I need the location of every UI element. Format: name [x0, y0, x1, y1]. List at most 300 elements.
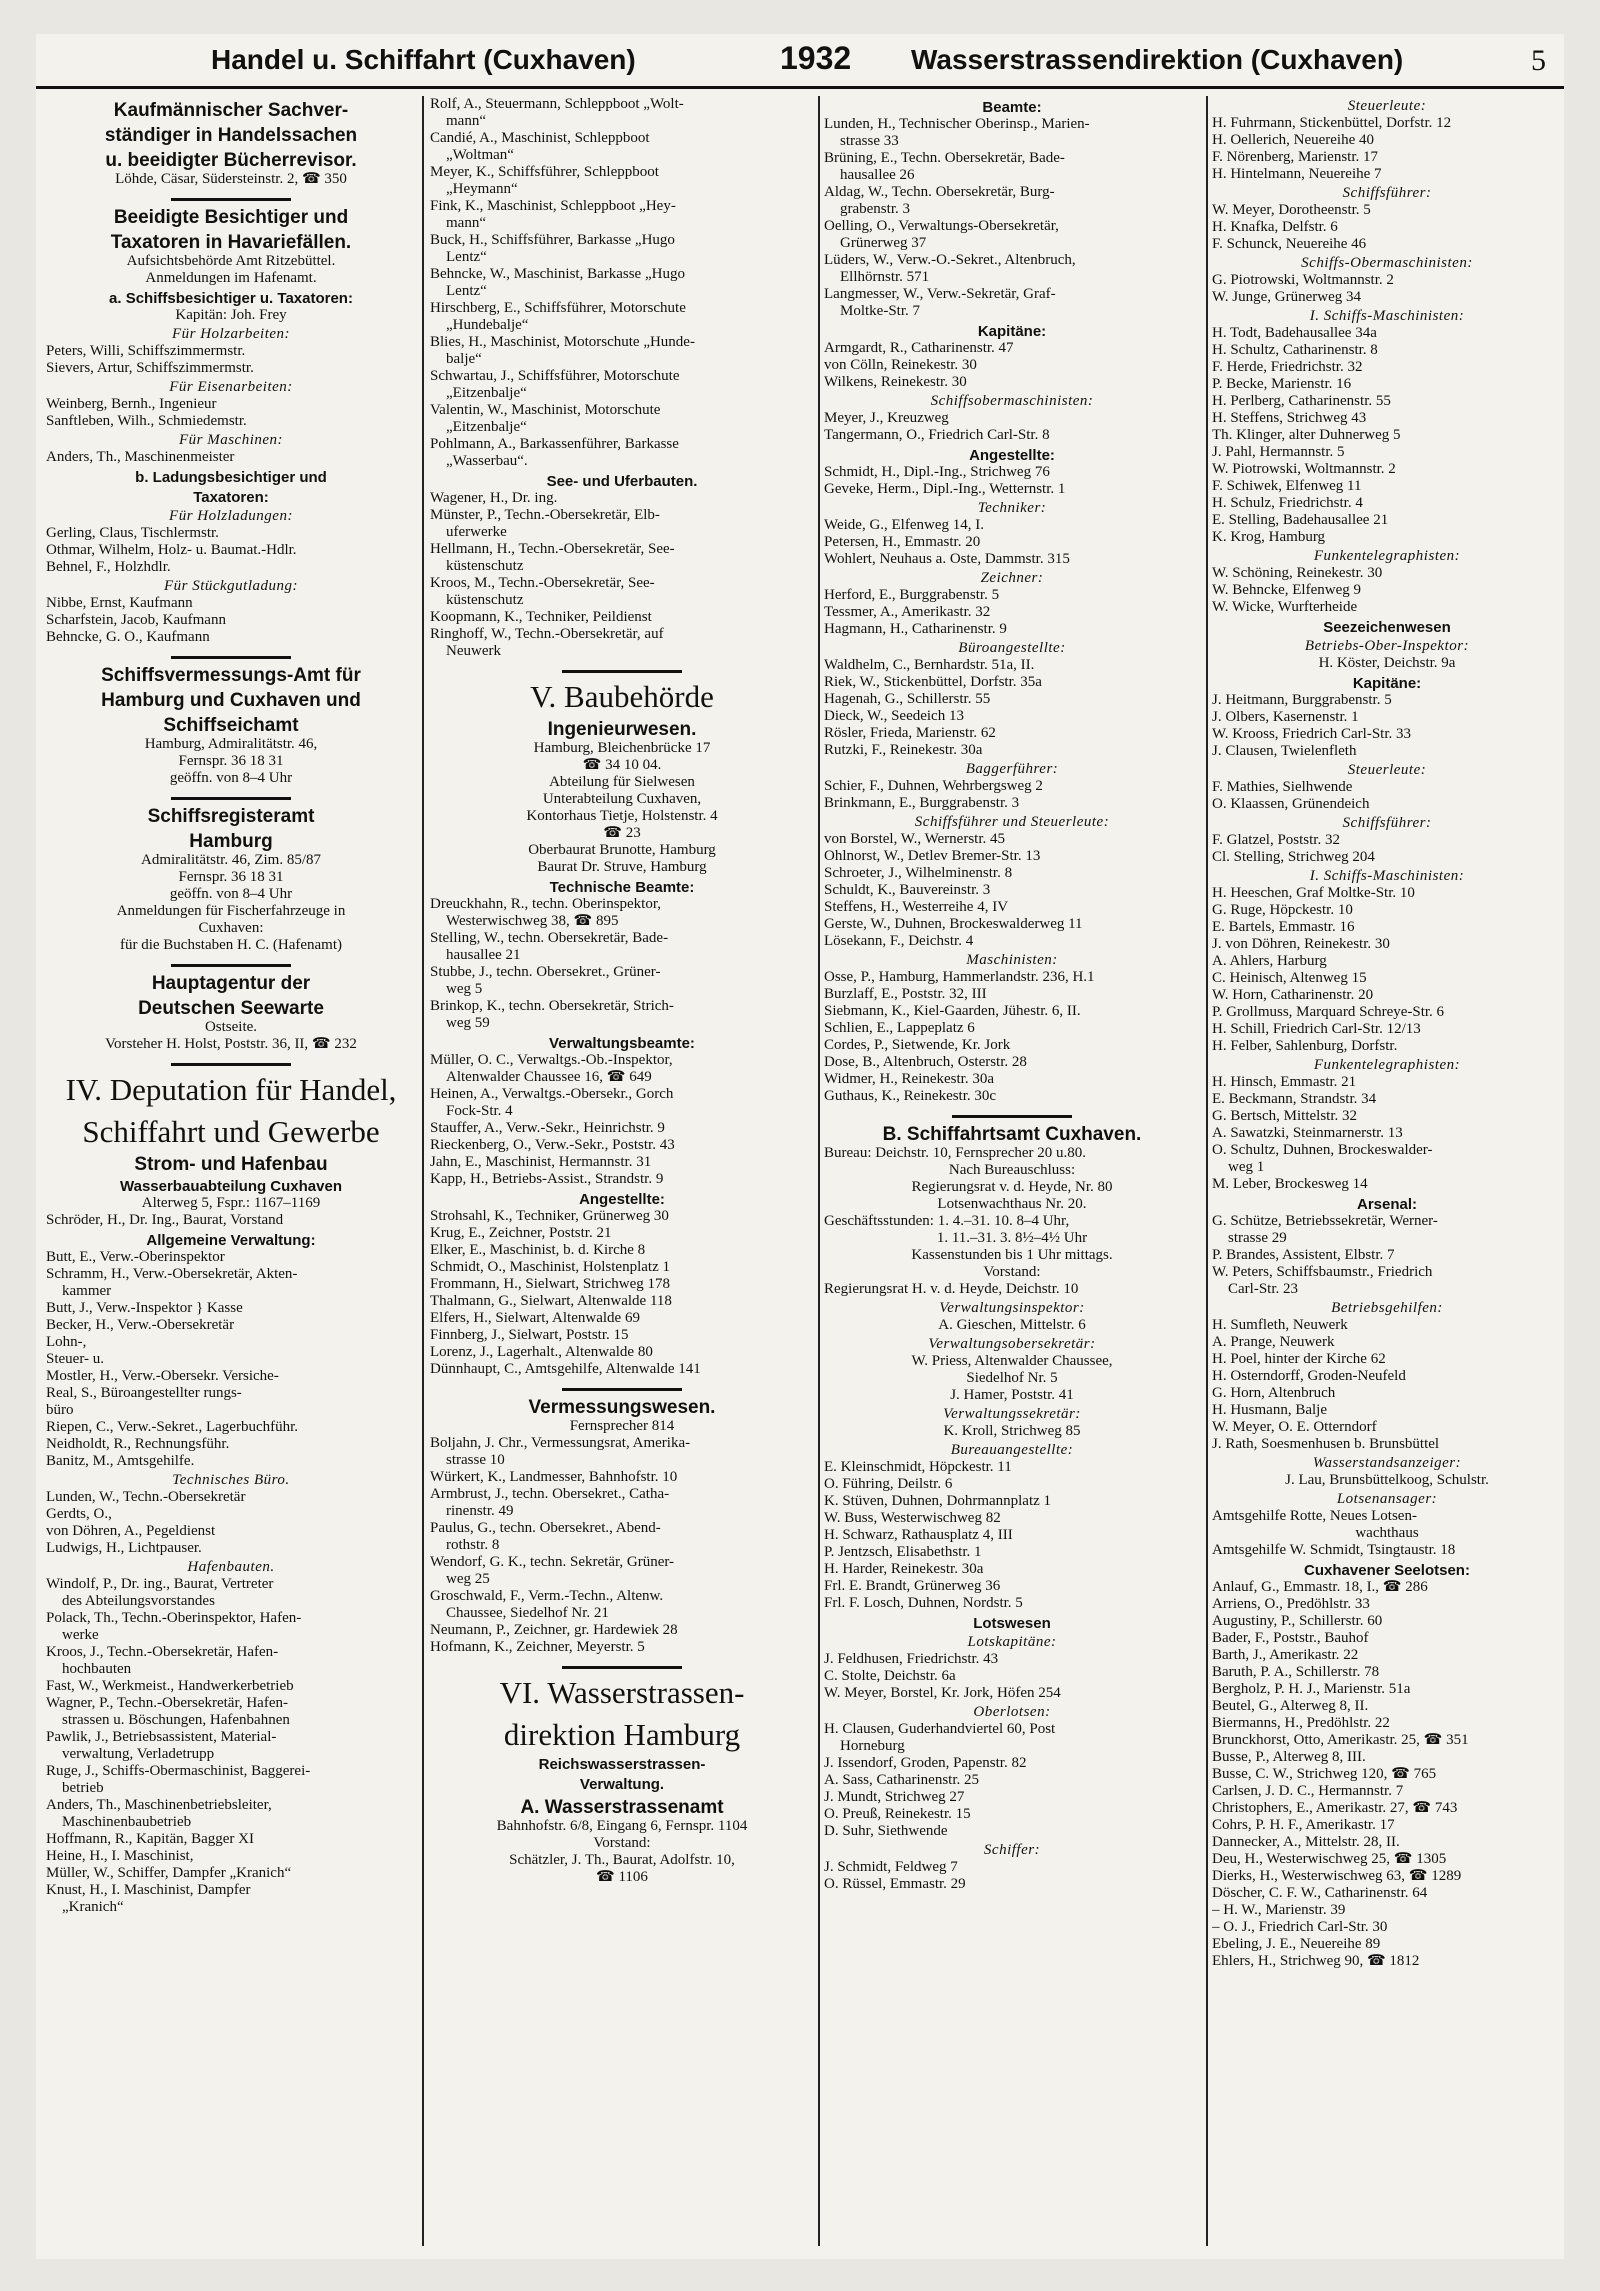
directory-entry: grabenstr. 3: [840, 201, 910, 217]
directory-entry: F. Schunck, Neuereihe 46: [1212, 236, 1367, 252]
directory-entry: Lunden, H., Technischer Oberinsp., Marien-: [824, 116, 1090, 132]
directory-entry: Buck, H., Schiffsführer, Barkasse „Hugo: [430, 232, 675, 248]
directory-entry: Waldhelm, C., Bernhardstr. 51a, II.: [824, 657, 1035, 673]
section-divider: [171, 198, 291, 201]
directory-entry: Kontorhaus Tietje, Holstenstr. 4: [526, 808, 718, 824]
directory-entry: Grünerweg 37: [840, 235, 927, 251]
subsection-heading: Für Eisenarbeiten:: [169, 379, 293, 395]
section-heading: direktion Hamburg: [503, 1717, 741, 1752]
section-heading: Kaufmännischer Sachver-: [113, 100, 349, 121]
directory-entry: Dierks, H., Westerwischweg 63, ☎ 1289: [1212, 1868, 1462, 1884]
directory-entry: Baruth, P. A., Schillerstr. 78: [1212, 1664, 1380, 1680]
directory-entry: Dose, B., Altenbruch, Osterstr. 28: [824, 1054, 1027, 1070]
directory-entry: strasse 33: [840, 133, 899, 149]
directory-entry: Schätzler, J. Th., Baurat, Adolfstr. 10,: [509, 1852, 735, 1868]
directory-entry: Christophers, E., Amerikastr. 27, ☎ 743: [1212, 1800, 1458, 1816]
directory-entry: Busse, C. W., Strichweg 120, ☎ 765: [1212, 1766, 1437, 1782]
subsection-heading: Maschinisten:: [966, 952, 1058, 968]
directory-entry: Müller, W., Schiffer, Dampfer „Kranich“: [46, 1865, 292, 1881]
subsection-heading: Technische Beamte:: [549, 879, 695, 896]
directory-entry: W. Buss, Westerwischweg 82: [824, 1510, 1001, 1526]
subsection-heading: Techniker:: [977, 500, 1047, 516]
directory-entry: ☎ 23: [603, 825, 641, 841]
directory-entry: H. Schill, Friedrich Carl-Str. 12/13: [1212, 1021, 1421, 1037]
directory-entry: H. Poel, hinter der Kirche 62: [1212, 1351, 1386, 1367]
directory-entry: Hoffmann, R., Kapitän, Bagger XI: [46, 1831, 255, 1847]
directory-entry: W. Wicke, Wurfterheide: [1212, 599, 1358, 615]
directory-entry: Schuldt, K., Bauvereinstr. 3: [824, 882, 991, 898]
subsection-heading: Verwaltungssekretär:: [943, 1406, 1081, 1422]
directory-entry: Arriens, O., Predöhlstr. 33: [1212, 1596, 1370, 1612]
directory-entry: W. Priess, Altenwalder Chaussee,: [911, 1353, 1113, 1369]
directory-entry: Banitz, M., Amtsgehilfe.: [46, 1453, 195, 1469]
directory-entry: H. Heeschen, Graf Moltke-Str. 10: [1212, 885, 1415, 901]
directory-entry: Hirschberg, E., Schiffsführer, Motorschute: [430, 300, 686, 316]
subsection-heading: b. Ladungsbesichtiger und: [135, 469, 327, 486]
directory-entry: – H. W., Marienstr. 39: [1212, 1902, 1346, 1918]
subsection-heading: Schiffer:: [983, 1842, 1041, 1858]
subsection-heading: Verwaltungsbeamte:: [549, 1035, 695, 1052]
directory-entry: Behncke, G. O., Kaufmann: [46, 629, 210, 645]
directory-entry: Amtsgehilfe W. Schmidt, Tsingtaustr. 18: [1212, 1542, 1456, 1558]
directory-entry: Kroos, J., Techn.-Obersekretär, Hafen-: [46, 1644, 279, 1660]
directory-entry: K. Stüven, Duhnen, Dohrmannplatz 1: [824, 1493, 1052, 1509]
directory-entry: Ebeling, J. E., Neuereihe 89: [1212, 1936, 1381, 1952]
directory-entry: Armbrust, J., techn. Obersekret., Catha-: [430, 1486, 670, 1502]
directory-entry: Stauffer, A., Verw.-Sekr., Heinrichstr. 9: [430, 1120, 665, 1136]
directory-entry: ☎ 1106: [596, 1869, 648, 1885]
directory-entry: Lentz“: [446, 283, 487, 299]
directory-entry: balje“: [446, 351, 482, 367]
directory-entry: O. Klaassen, Grünendeich: [1212, 796, 1370, 812]
header-year: 1932: [780, 40, 852, 76]
directory-entry: Blies, H., Maschinist, Motorschute „Hunde-: [430, 334, 695, 350]
subsection-heading: Betriebsgehilfen:: [1331, 1300, 1443, 1316]
directory-entry: H. Schultz, Catharinenstr. 8: [1212, 342, 1378, 358]
directory-entry: Pohlmann, A., Barkassenführer, Barkasse: [430, 436, 679, 452]
subsection-heading: Seezeichenwesen: [1323, 619, 1451, 636]
subsection-heading: See- und Uferbauten.: [546, 473, 698, 490]
directory-entry: Pawlik, J., Betriebsassistent, Material-: [46, 1729, 277, 1745]
directory-entry: Othmar, Wilhelm, Holz- u. Baumat.-Hdlr.: [46, 542, 297, 558]
directory-entry: Strohsahl, K., Techniker, Grünerweg 30: [430, 1208, 669, 1224]
subsection-heading: Schiffs-Obermaschinisten:: [1301, 255, 1473, 271]
column-2: [430, 96, 814, 2246]
directory-entry: Maschinenbaubetrieb: [62, 1814, 192, 1830]
subsection-heading: Reichswasserstrassen-: [538, 1756, 706, 1773]
directory-entry: Brinkop, K., techn. Obersekretär, Strich-: [430, 998, 674, 1014]
directory-entry: weg 1: [1228, 1159, 1265, 1175]
directory-entry: Oberbaurat Brunotte, Hamburg: [528, 842, 716, 858]
column-divider: [422, 96, 424, 2246]
directory-entry: Riepen, C., Verw.-Sekret., Lagerbuchführ.: [46, 1419, 299, 1435]
directory-entry: A. Gieschen, Mittelstr. 6: [938, 1317, 1086, 1333]
directory-entry: Bergholz, P. H. J., Marienstr. 51a: [1212, 1681, 1411, 1697]
directory-entry: Altenwalder Chaussee 16, ☎ 649: [446, 1069, 652, 1085]
directory-entry: Gerdts, O.,: [46, 1506, 112, 1522]
directory-entry: strasse 29: [1228, 1230, 1287, 1246]
directory-entry: Bader, F., Poststr., Bauhof: [1212, 1630, 1369, 1646]
directory-entry: E. Bartels, Emmastr. 16: [1212, 919, 1355, 935]
directory-entry: W. Peters, Schiffsbaumstr., Friedrich: [1212, 1264, 1433, 1280]
directory-entry: A. Sawatzki, Steinmarnerstr. 13: [1212, 1125, 1403, 1141]
directory-entry: Alterweg 5, Fspr.: 1167–1169: [141, 1195, 321, 1211]
directory-entry: Ostseite.: [204, 1019, 258, 1035]
directory-entry: Unterabteilung Cuxhaven,: [542, 791, 702, 807]
directory-entry: H. Felber, Sahlenburg, Dorfstr.: [1212, 1038, 1398, 1054]
directory-entry: für die Buchstaben H. C. (Hafenamt): [119, 937, 342, 953]
directory-entry: Vorstand:: [593, 1835, 651, 1851]
directory-entry: Anmeldungen im Hafenamt.: [145, 270, 317, 286]
column-3: [824, 96, 1200, 2246]
directory-entry: Hamburg, Bleichenbrücke 17: [533, 740, 711, 756]
section-heading: V. Baubehörde: [530, 679, 714, 714]
subsection-heading: Für Holzarbeiten:: [171, 326, 291, 342]
directory-entry: büro: [46, 1402, 74, 1418]
directory-entry: Wendorf, G. K., techn. Sekretär, Grüner-: [430, 1554, 675, 1570]
directory-entry: H. Knafka, Delfstr. 6: [1212, 219, 1338, 235]
subsection-heading: Betriebs-Ober-Inspektor:: [1304, 638, 1470, 654]
directory-entry: hausallee 21: [446, 947, 521, 963]
directory-entry: „Hundebalje“: [446, 317, 529, 333]
directory-entry: H. Sumfleth, Neuwerk: [1212, 1317, 1348, 1333]
directory-entry: Guthaus, K., Reinekestr. 30c: [824, 1088, 997, 1104]
directory-entry: Heine, H., I. Maschinist,: [46, 1848, 194, 1864]
subsection-heading: Angestellte:: [579, 1191, 665, 1208]
directory-entry: Rolf, A., Steuermann, Schleppboot „Wolt-: [430, 96, 684, 112]
directory-entry: „Woltman“: [446, 147, 514, 163]
directory-entry: Regierungsrat v. d. Heyde, Nr. 80: [911, 1179, 1113, 1195]
directory-entry: Rieckenberg, O., Verw.-Sekr., Poststr. 43: [430, 1137, 675, 1153]
section-heading: VI. Wasserstrassen-: [499, 1675, 745, 1710]
subsection-heading: Steuerleute:: [1347, 762, 1427, 778]
directory-entry: Elker, E., Maschinist, b. d. Kirche 8: [430, 1242, 646, 1258]
directory-entry: J. Olbers, Kasernenstr. 1: [1212, 709, 1359, 725]
directory-entry: Neidholdt, R., Rechnungsführ.: [46, 1436, 230, 1452]
directory-entry: A. Sass, Catharinenstr. 25: [824, 1772, 979, 1788]
directory-entry: Schier, F., Duhnen, Wehrbergsweg 2: [824, 778, 1043, 794]
section-heading: Schiffsregisteramt: [147, 806, 315, 827]
directory-entry: Neuwerk: [446, 643, 501, 659]
directory-entry: Dieck, W., Seedeich 13: [824, 708, 964, 724]
section-heading: A. Wasserstrassenamt: [520, 1797, 724, 1818]
subsection-heading: Lotswesen: [973, 1615, 1051, 1632]
directory-entry: Regierungsrat H. v. d. Heyde, Deichstr. 10: [824, 1281, 1079, 1297]
section-divider: [171, 797, 291, 800]
directory-entry: J. Clausen, Twielenfleth: [1212, 743, 1357, 759]
directory-entry: rothstr. 8: [446, 1537, 500, 1553]
directory-entry: rinenstr. 49: [446, 1503, 514, 1519]
directory-entry: Cohrs, P. H. F., Amerikastr. 17: [1212, 1817, 1395, 1833]
directory-entry: Tangermann, O., Friedrich Carl-Str. 8: [824, 427, 1050, 443]
directory-entry: Moltke-Str. 7: [840, 303, 921, 319]
directory-entry: Baurat Dr. Struve, Hamburg: [537, 859, 707, 875]
directory-entry: Peters, Willi, Schiffszimmermstr.: [46, 343, 246, 359]
section-divider: [171, 656, 291, 659]
header-rule: [36, 86, 1564, 89]
subsection-heading: Wasserstandsanzeiger:: [1312, 1455, 1462, 1471]
directory-page: [36, 34, 1564, 2259]
directory-entry: Wilkens, Reinekestr. 30: [824, 374, 967, 390]
directory-entry: Stelling, W., techn. Obersekretär, Bade-: [430, 930, 669, 946]
subsection-heading: Kapitäne:: [1352, 675, 1422, 692]
directory-entry: hausallee 26: [840, 167, 915, 183]
subsection-heading: Allgemeine Verwaltung:: [146, 1232, 316, 1249]
directory-entry: Mostler, H., Verw.-Obersekr. Versiche-: [46, 1368, 279, 1384]
directory-entry: P. Becke, Marienstr. 16: [1212, 376, 1352, 392]
directory-entry: Carl-Str. 23: [1228, 1281, 1298, 1297]
directory-entry: Windolf, P., Dr. ing., Baurat, Vertreter: [46, 1576, 274, 1592]
subsection-heading: Angestellte:: [969, 447, 1055, 464]
directory-entry: Boljahn, J. Chr., Vermessungsrat, Amerika-: [430, 1435, 691, 1451]
directory-entry: Fernspr. 36 18 31: [178, 869, 284, 885]
directory-entry: Anders, Th., Maschinenmeister: [46, 449, 235, 465]
directory-entry: Wagener, H., Dr. ing.: [430, 490, 558, 506]
subsection-heading: Funkentelegraphisten:: [1313, 548, 1461, 564]
directory-entry: D. Suhr, Siethwende: [824, 1823, 948, 1839]
directory-entry: J. Schmidt, Feldweg 7: [824, 1859, 958, 1875]
directory-entry: Geveke, Herm., Dipl.-Ing., Wetternstr. 1: [824, 481, 1066, 497]
subsection-heading: Taxatoren:: [193, 489, 269, 506]
directory-entry: Scharfstein, Jacob, Kaufmann: [46, 612, 226, 628]
directory-entry: H. Hintelmann, Neuereihe 7: [1212, 166, 1382, 182]
directory-entry: Oelling, O., Verwaltungs-Obersekretär,: [824, 218, 1059, 234]
directory-entry: Gerling, Claus, Tischlermstr.: [46, 525, 219, 541]
directory-entry: G. Piotrowski, Woltmannstr. 2: [1212, 272, 1394, 288]
directory-entry: H. Clausen, Guderhandviertel 60, Post: [824, 1721, 1056, 1737]
subsection-heading: Verwaltungsobersekretär:: [928, 1336, 1096, 1352]
directory-entry: Schroeter, J., Wilhelminenstr. 8: [824, 865, 1013, 881]
directory-entry: J. von Döhren, Reinekestr. 30: [1212, 936, 1390, 952]
subsection-heading: Büroangestellte:: [958, 640, 1066, 656]
directory-entry: Aldag, W., Techn. Obersekretär, Burg-: [824, 184, 1055, 200]
directory-entry: küstenschutz: [446, 558, 524, 574]
directory-entry: P. Brandes, Assistent, Elbstr. 7: [1212, 1247, 1395, 1263]
directory-entry: von Cölln, Reinekestr. 30: [824, 357, 977, 373]
subsection-heading: Cuxhavener Seelotsen:: [1304, 1562, 1470, 1579]
directory-entry: des Abteilungsvorstandes: [62, 1593, 215, 1609]
directory-entry: Lentz“: [446, 249, 487, 265]
directory-entry: wachthaus: [1355, 1525, 1419, 1541]
directory-entry: Cl. Stelling, Strichweg 204: [1212, 849, 1375, 865]
directory-entry: H. Schulz, Friedrichstr. 4: [1212, 495, 1363, 511]
section-heading: Hauptagentur der: [151, 973, 311, 994]
directory-entry: Butt, E., Verw.-Oberinspektor: [46, 1249, 225, 1265]
directory-entry: Riek, W., Stickenbüttel, Dorfstr. 35a: [824, 674, 1042, 690]
directory-entry: E. Beckmann, Strandstr. 34: [1212, 1091, 1377, 1107]
directory-entry: Real, S., Büroangestellter rungs-: [46, 1385, 242, 1401]
directory-entry: uferwerke: [446, 524, 507, 540]
directory-entry: von Döhren, A., Pegeldienst: [46, 1523, 216, 1539]
directory-entry: O. Schultz, Duhnen, Brockeswalder-: [1212, 1142, 1433, 1158]
directory-entry: Hagmann, H., Catharinenstr. 9: [824, 621, 1007, 637]
section-heading: Schiffseichamt: [163, 715, 299, 736]
directory-entry: H. Fuhrmann, Stickenbüttel, Dorfstr. 12: [1212, 115, 1452, 131]
subsection-heading: Technisches Büro.: [172, 1472, 290, 1488]
page-header: [36, 34, 1564, 90]
section-heading: Beeidigte Besichtiger und: [113, 207, 349, 228]
directory-entry: H. Schwarz, Rathausplatz 4, III: [824, 1527, 1013, 1543]
directory-entry: O. Führing, Deilstr. 6: [824, 1476, 953, 1492]
directory-entry: W. Meyer, O. E. Otterndorf: [1212, 1419, 1377, 1435]
directory-entry: Döscher, C. F. W., Catharinenstr. 64: [1212, 1885, 1428, 1901]
directory-entry: Wagner, P., Techn.-Obersekretär, Hafen-: [46, 1695, 288, 1711]
directory-entry: Meyer, J., Kreuzweg: [824, 410, 949, 426]
directory-entry: E. Stelling, Badehausallee 21: [1212, 512, 1389, 528]
directory-entry: Behncke, W., Maschinist, Barkasse „Hugo: [430, 266, 685, 282]
section-heading: B. Schiffahrtsamt Cuxhaven.: [882, 1124, 1142, 1145]
directory-entry: „Heymann“: [446, 181, 518, 197]
directory-entry: Horneburg: [840, 1738, 905, 1754]
subsection-heading: Für Maschinen:: [178, 432, 284, 448]
directory-entry: Frl. F. Losch, Duhnen, Nordstr. 5: [824, 1595, 1023, 1611]
subsection-heading: Für Holzladungen:: [169, 508, 293, 524]
directory-entry: W. Meyer, Borstel, Kr. Jork, Höfen 254: [824, 1685, 1061, 1701]
directory-entry: strassen u. Böschungen, Hafenbahnen: [62, 1712, 290, 1728]
directory-entry: Weide, G., Elfenweg 14, I.: [824, 517, 984, 533]
directory-entry: Biermanns, H., Predöhlstr. 22: [1212, 1715, 1390, 1731]
directory-entry: Cordes, P., Sietwende, Kr. Jork: [824, 1037, 1011, 1053]
directory-entry: H. Hinsch, Emmastr. 21: [1212, 1074, 1357, 1090]
directory-entry: Steuer- u.: [46, 1351, 105, 1367]
directory-entry: Anlauf, G., Emmastr. 18, I., ☎ 286: [1212, 1579, 1428, 1595]
directory-entry: Brüning, E., Techn. Obersekretär, Bade-: [824, 150, 1065, 166]
page-number: 5: [1531, 44, 1546, 77]
directory-entry: Sievers, Artur, Schiffszimmermstr.: [46, 360, 254, 376]
directory-entry: Ehlers, H., Strichweg 90, ☎ 1812: [1212, 1953, 1420, 1969]
subsection-heading: Funkentelegraphisten:: [1313, 1057, 1461, 1073]
directory-entry: Vorstand:: [983, 1264, 1041, 1280]
directory-entry: betrieb: [62, 1780, 104, 1796]
subsection-heading: Arsenal:: [1356, 1196, 1418, 1213]
section-heading: Strom- und Hafenbau: [134, 1154, 328, 1175]
directory-entry: Herford, E., Burggrabenstr. 5: [824, 587, 1000, 603]
directory-entry: J. Heitmann, Burggrabenstr. 5: [1212, 692, 1392, 708]
directory-entry: K. Krog, Hamburg: [1212, 529, 1326, 545]
directory-entry: Lüders, W., Verw.-O.-Sekret., Altenbruch,: [824, 252, 1076, 268]
subsection-heading: Zeichner:: [980, 570, 1044, 586]
directory-entry: Ringhoff, W., Techn.-Obersekretär, auf: [430, 626, 664, 642]
directory-entry: Finnberg, J., Sielwart, Poststr. 15: [430, 1327, 629, 1343]
directory-entry: Würkert, K., Landmesser, Bahnhofstr. 10: [430, 1469, 678, 1485]
directory-entry: Lorenz, J., Lagerhalt., Altenwalde 80: [430, 1344, 653, 1360]
directory-entry: weg 59: [446, 1015, 490, 1031]
directory-entry: Kroos, M., Techn.-Obersekretär, See-: [430, 575, 655, 591]
directory-entry: Siebmann, K., Kiel-Gaarden, Jühestr. 6, II.: [824, 1003, 1081, 1019]
header-section-left: Handel u. Schiffahrt (Cuxhaven): [211, 44, 636, 75]
subsection-heading: Baggerführer:: [965, 761, 1059, 777]
section-heading: Deutschen Seewarte: [138, 998, 324, 1019]
directory-entry: „Eitzenbalje“: [446, 385, 527, 401]
directory-entry: Gerste, W., Duhnen, Brockeswalderweg 11: [824, 916, 1083, 932]
directory-entry: O. Preuß, Reinekestr. 15: [824, 1806, 971, 1822]
directory-entry: H. Harder, Reinekestr. 30a: [824, 1561, 984, 1577]
directory-entry: W. Junge, Grünerweg 34: [1212, 289, 1361, 305]
section-heading: IV. Deputation für Handel,: [65, 1072, 397, 1107]
directory-entry: „Kranich“: [62, 1899, 124, 1915]
directory-entry: Chaussee, Siedelhof Nr. 21: [446, 1605, 609, 1621]
directory-entry: Krug, E., Zeichner, Poststr. 21: [430, 1225, 612, 1241]
directory-entry: Langmesser, W., Verw.-Sekretär, Graf-: [824, 286, 1056, 302]
section-divider: [952, 1115, 1072, 1118]
directory-entry: Ruge, J., Schiffs-Obermaschinist, Baggerei-: [46, 1763, 311, 1779]
directory-entry: Fock-Str. 4: [446, 1103, 513, 1119]
directory-entry: Th. Klinger, alter Duhnerweg 5: [1212, 427, 1401, 443]
subsection-heading: Hafenbauten.: [187, 1559, 275, 1575]
directory-entry: G. Ruge, Höpckestr. 10: [1212, 902, 1353, 918]
directory-entry: O. Rüssel, Emmastr. 29: [824, 1876, 966, 1892]
directory-entry: H. Osterndorff, Groden-Neufeld: [1212, 1368, 1406, 1384]
directory-entry: Dreuckhahn, R., techn. Oberinspektor,: [430, 896, 661, 912]
subsection-heading: Steuerleute:: [1347, 98, 1427, 114]
directory-entry: W. Behncke, Elfenweg 9: [1212, 582, 1361, 598]
directory-entry: Kassenstunden bis 1 Uhr mittags.: [911, 1247, 1113, 1263]
directory-entry: H. Köster, Deichstr. 9a: [1318, 655, 1456, 671]
directory-entry: Elfers, H., Sielwart, Altenwalde 69: [430, 1310, 640, 1326]
directory-entry: weg 5: [446, 981, 483, 997]
directory-entry: Fink, K., Maschinist, Schleppboot „Hey-: [430, 198, 676, 214]
directory-entry: Wohlert, Neuhaus a. Oste, Dammstr. 315: [824, 551, 1070, 567]
directory-entry: „Wasserbau“.: [446, 453, 528, 469]
directory-entry: Barth, J., Amerikastr. 22: [1212, 1647, 1359, 1663]
directory-entry: strasse 10: [446, 1452, 505, 1468]
directory-entry: J. Lau, Brunsbüttelkoog, Schulstr.: [1285, 1472, 1489, 1488]
directory-entry: H. Husmann, Balje: [1212, 1402, 1327, 1418]
directory-entry: Deu, H., Westerwischweg 25, ☎ 1305: [1212, 1851, 1447, 1867]
directory-entry: Tessmer, A., Amerikastr. 32: [824, 604, 991, 620]
directory-entry: W. Meyer, Dorotheenstr. 5: [1212, 202, 1371, 218]
directory-entry: geöffn. von 8–4 Uhr: [169, 886, 293, 902]
column-1: [46, 96, 416, 2246]
directory-entry: Ohlnorst, W., Detlev Bremer-Str. 13: [824, 848, 1041, 864]
directory-entry: Neumann, P., Zeichner, gr. Hardewiek 28: [430, 1622, 678, 1638]
section-heading: Hamburg: [189, 831, 273, 852]
directory-entry: W. Krooss, Friedrich Carl-Str. 33: [1212, 726, 1412, 742]
directory-entry: G. Horn, Altenbruch: [1212, 1385, 1336, 1401]
directory-entry: J. Issendorf, Groden, Papenstr. 82: [824, 1755, 1027, 1771]
directory-entry: von Borstel, W., Wernerstr. 45: [824, 831, 1006, 847]
directory-entry: Widmer, H., Reinekestr. 30a: [824, 1071, 995, 1087]
subsection-heading: Verwaltung.: [579, 1776, 665, 1793]
directory-entry: Nach Bureauschluss:: [948, 1162, 1076, 1178]
column-divider: [818, 96, 820, 2246]
subsection-heading: I. Schiffs-Maschinisten:: [1309, 308, 1465, 324]
directory-entry: P. Jentzsch, Elisabethstr. 1: [824, 1544, 982, 1560]
directory-entry: verwaltung, Verladetrupp: [62, 1746, 215, 1762]
subsection-heading: Beamte:: [982, 99, 1042, 116]
directory-entry: C. Heinisch, Altenweg 15: [1212, 970, 1367, 986]
section-divider: [562, 1666, 682, 1669]
directory-entry: C. Stolte, Deichstr. 6a: [824, 1668, 956, 1684]
directory-entry: Schröder, H., Dr. Ing., Baurat, Vorstand: [46, 1212, 284, 1228]
directory-entry: weg 25: [446, 1571, 490, 1587]
directory-entry: – O. J., Friedrich Carl-Str. 30: [1212, 1919, 1388, 1935]
directory-entry: Hagenah, G., Schillerstr. 55: [824, 691, 991, 707]
directory-entry: K. Kroll, Strichweg 85: [943, 1423, 1081, 1439]
directory-entry: Stubbe, J., techn. Obersekret., Grüner-: [430, 964, 661, 980]
subsection-heading: Lotsenansager:: [1336, 1491, 1438, 1507]
directory-entry: Aufsichtsbehörde Amt Ritzebüttel.: [126, 253, 336, 269]
directory-entry: G. Bertsch, Mittelstr. 32: [1212, 1108, 1357, 1124]
directory-entry: Siedelhof Nr. 5: [966, 1370, 1058, 1386]
directory-entry: Müller, O. C., Verwaltgs.-Ob.-Inspektor,: [430, 1052, 673, 1068]
directory-entry: E. Kleinschmidt, Höpckestr. 11: [824, 1459, 1012, 1475]
directory-entry: Ellhörnstr. 571: [840, 269, 930, 285]
directory-entry: Geschäftsstunden: 1. 4.–31. 10. 8–4 Uhr,: [824, 1213, 1070, 1229]
directory-entry: Candié, A., Maschinist, Schleppboot: [430, 130, 650, 146]
directory-entry: Löhde, Cäsar, Südersteinstr. 2, ☎ 350: [115, 171, 347, 187]
directory-entry: Koopmann, K., Techniker, Peildienst: [430, 609, 652, 625]
